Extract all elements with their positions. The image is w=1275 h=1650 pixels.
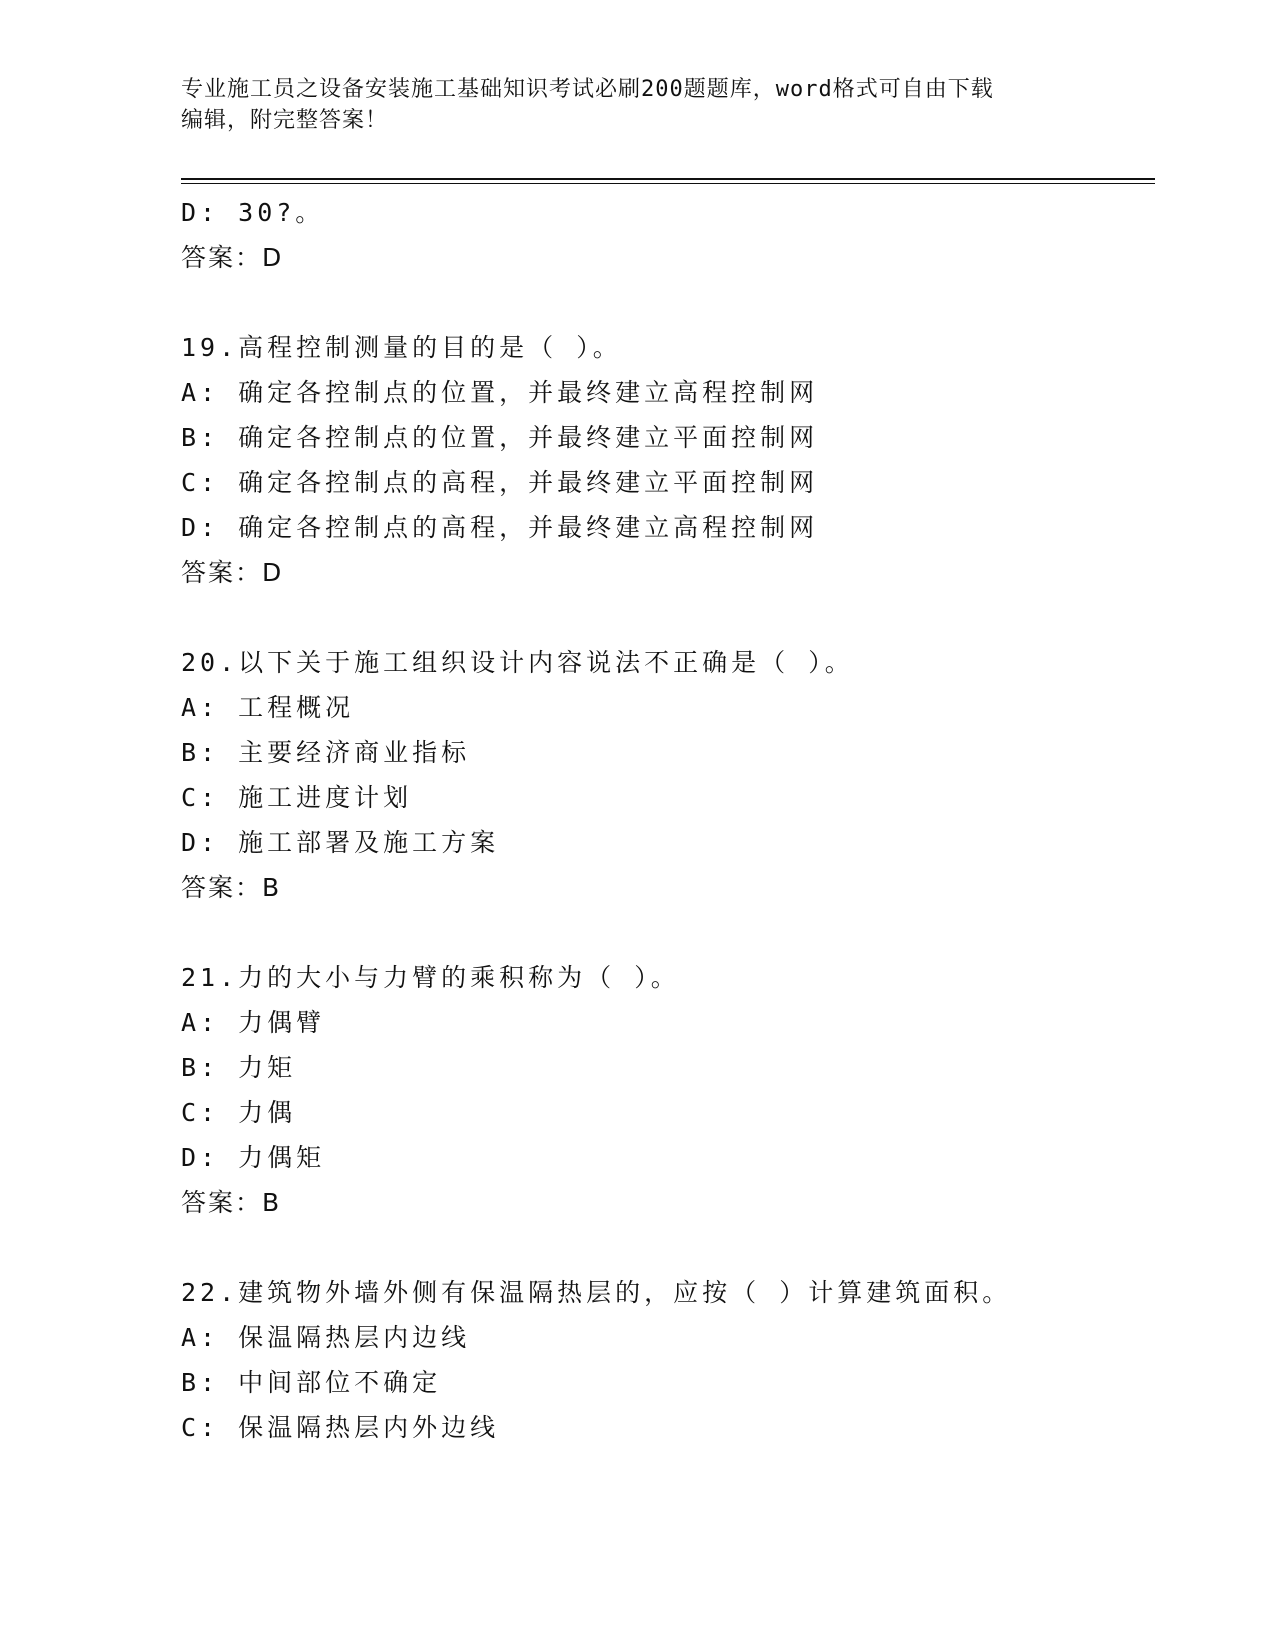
option-b: B: 主要经济商业指标 [181,738,471,767]
option-b: B: 力矩 [181,1053,297,1082]
option-c: C: 保温隔热层内外边线 [181,1413,500,1442]
question-stem: 19.高程控制测量的目的是（ ）。 [181,333,622,362]
header-title-line-1: 专业施工员之设备安装施工基础知识考试必刷200题题库，word格式可自由下载 [181,77,994,102]
question-spacing [181,595,1155,640]
question-spacing [181,910,1155,955]
answer: 答案：D [181,558,284,587]
question-22 [181,1270,1155,1450]
header-divider-thin [181,183,1155,184]
question-21 [181,955,1155,1225]
previous-question-answer: 答案：D [181,243,284,272]
question-list [181,190,1155,1450]
answer: 答案：B [181,873,282,902]
question-stem: 20.以下关于施工组织设计内容说法不正确是（ ）。 [181,648,854,677]
option-c: C: 确定各控制点的高程，并最终建立平面控制网 [181,468,819,497]
option-a: A: 力偶臂 [181,1008,326,1037]
option-b: B: 确定各控制点的位置，并最终建立平面控制网 [181,423,819,452]
option-c: C: 施工进度计划 [181,783,413,812]
page-header [181,74,1071,136]
header-title-line-2: 编辑，附完整答案！ [181,108,389,133]
option-b: B: 中间部位不确定 [181,1368,442,1397]
option-d: D: 确定各控制点的高程，并最终建立高程控制网 [181,513,819,542]
answer: 答案：B [181,1188,282,1217]
header-divider-thick [181,178,1155,180]
question-spacing [181,1225,1155,1270]
option-a: A: 工程概况 [181,693,355,722]
question-20 [181,640,1155,910]
question-19 [181,325,1155,595]
question-stem: 22.建筑物外墙外侧有保温隔热层的，应按（ ）计算建筑面积。 [181,1278,1012,1307]
option-d: D: 力偶矩 [181,1143,326,1172]
question-stem: 21.力的大小与力臂的乘积称为（ ）。 [181,963,680,992]
option-a: A: 保温隔热层内边线 [181,1323,471,1352]
previous-question-option-d: D: 30?。 [181,198,325,227]
question-spacing [181,280,1155,325]
option-a: A: 确定各控制点的位置，并最终建立高程控制网 [181,378,819,407]
option-d: D: 施工部署及施工方案 [181,828,500,857]
option-c: C: 力偶 [181,1098,297,1127]
